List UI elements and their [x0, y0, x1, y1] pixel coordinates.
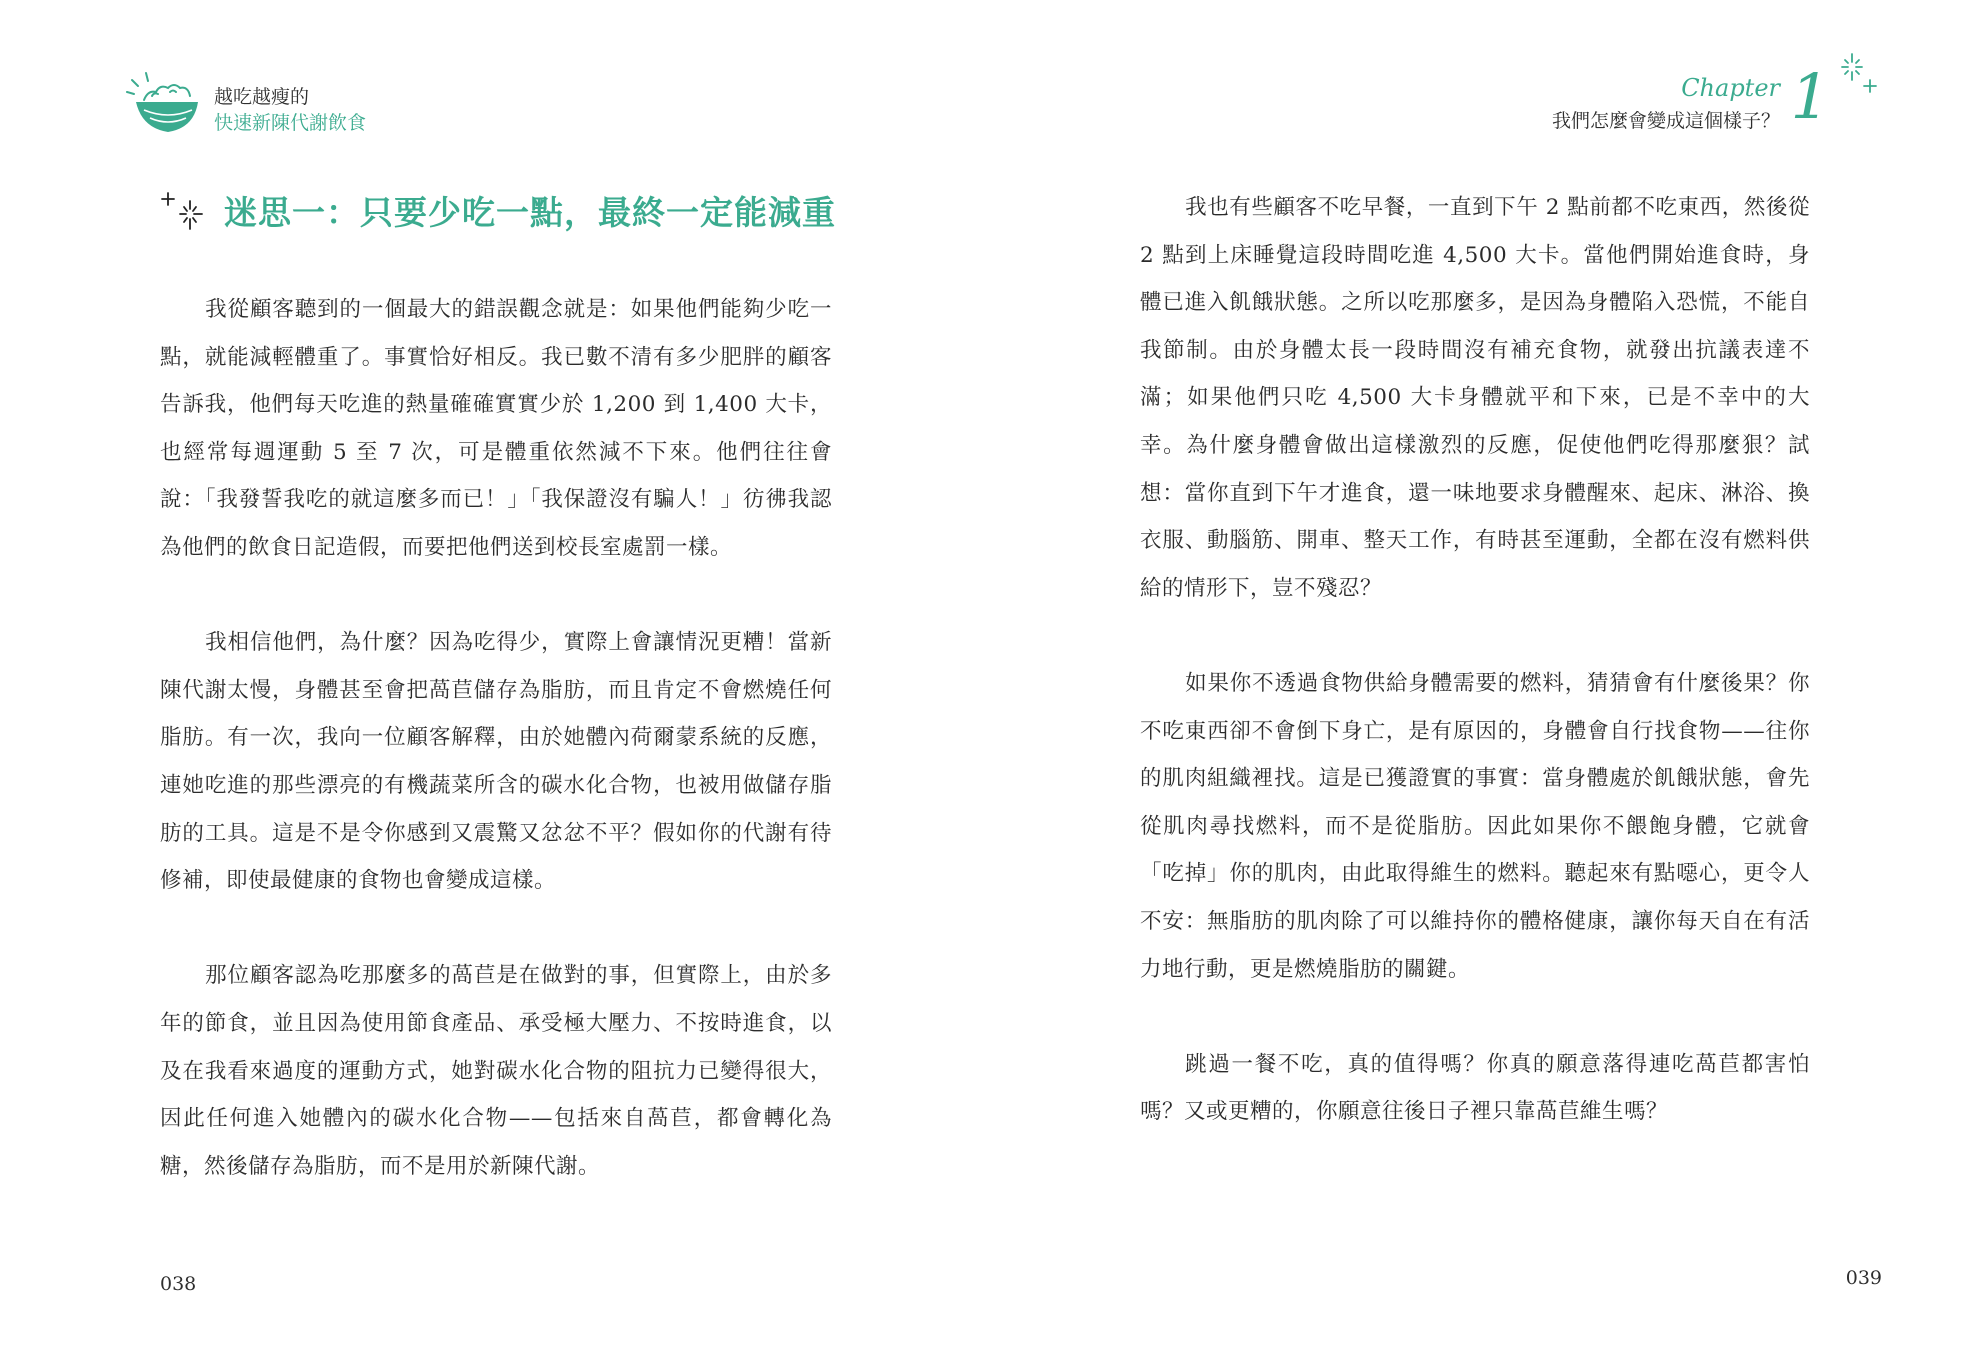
series-title-line2: 快速新陳代謝飲食 [214, 112, 367, 134]
page-number-right: 039 [1845, 1267, 1882, 1289]
chapter-title: 我們怎麼會變成這個樣子？ [1551, 110, 1780, 132]
right-body-text [1140, 184, 1810, 1136]
left-body-text [160, 286, 832, 1190]
sparkle-icon [1838, 52, 1882, 104]
paragraph: 跳過一餐不吃，真的值得嗎？你真的願意落得連吃萵苣都害怕嗎？又或更糟的，你願意往後日子裡只靠萵苣維生嗎？ [1140, 1051, 1810, 1125]
page-number-left: 038 [160, 1273, 197, 1295]
paragraph: 我從顧客聽到的一個最大的錯誤觀念就是：如果他們能夠少吃一點，就能減輕體重了。事實恰好相反。我已數不清有多少肥胖的顧客告訴我，他們每天吃進的熱量確確實實少於 1,200 到 1,400 大卡，也經常每週運動 5 至 7 次，可是體重依然減不下來。他們往往會說：「我發誓我吃的就這麼多而已！」「我保證沒有騙人！」彷彿我認為他們的飲食日記造假，而要把他們送到校長室處罰一樣。 [160, 297, 832, 560]
sparkle-icon [160, 191, 210, 233]
series-title-line1: 越吃越瘦的 [214, 86, 310, 108]
chapter-number: 1 [1790, 60, 1830, 133]
paragraph: 我相信他們，為什麼？因為吃得少，實際上會讓情況更糟！當新陳代謝太慢，身體甚至會把萵苣儲存為脂肪，而且肯定不會燃燒任何脂肪。有一次，我向一位顧客解釋，由於她體內荷爾蒙系統的反應，連她吃進的那些漂亮的有機蔬菜所含的碳水化合物，也被用做儲存脂肪的工具。這是不是令你感到又震驚又忿忿不平？假如你的代謝有待修補，即使最健康的食物也會變成這樣。 [160, 630, 832, 894]
left-page [0, 0, 988, 1355]
paragraph: 如果你不透過食物供給身體需要的燃料，猜猜會有什麼後果？你不吃東西卻不會倒下身亡，是有原因的，身體會自行找食物——往你的肌肉組織裡找。這是已獲證實的事實：當身體處於飢餓狀態，會先從肌肉尋找燃料，而不是從脂肪。因此如果你不餵飽身體，它就會「吃掉」你的肌肉，由此取得維生的燃料。聽起來有點噁心，更令人不安：無脂肪的肌肉除了可以維持你的體格健康，讓你每天自在有活力地行動，更是燃燒脂肪的關鍵。 [1140, 670, 1810, 982]
running-header-right [1452, 52, 1882, 142]
salad-bowl-icon [122, 70, 206, 140]
chapter-label: Chapter [1681, 74, 1780, 102]
running-header-left [122, 70, 442, 140]
paragraph: 我也有些顧客不吃早餐，一直到下午 2 點前都不吃東西，然後從 2 點到上床睡覺這段時間吃進 4,500 大卡。當他們開始進食時，身體已進入飢餓狀態。之所以吃那麼多，是因為身體陷入恐慌，不能自我節制。由於身體太長一段時間沒有補充食物，就發出抗議表達不滿；如果他們只吃 4,500 大卡身體就平和下來，已是不幸中的大幸。為什麼身體會做出這樣激烈的反應，促使他們吃得那麼狠？試想：當你直到下午才進食，還一味地要求身體醒來、起床、淋浴、換衣服、動腦筋、開車、整天工作，有時甚至運動，全都在沒有燃料供給的情形下，豈不殘忍？ [1140, 195, 1810, 601]
right-page [988, 0, 1977, 1355]
section-heading-text: 迷思一：只要少吃一點，最終一定能減重 [224, 193, 836, 232]
paragraph: 那位顧客認為吃那麼多的萵苣是在做對的事，但實際上，由於多年的節食，並且因為使用節食產品、承受極大壓力、不按時進食，以及在我看來過度的運動方式，她對碳水化合物的阻抗力已變得很大，因此任何進入她體內的碳水化合物——包括來自萵苣，都會轉化為糖，然後儲存為脂肪，而不是用於新陳代謝。 [160, 963, 832, 1179]
